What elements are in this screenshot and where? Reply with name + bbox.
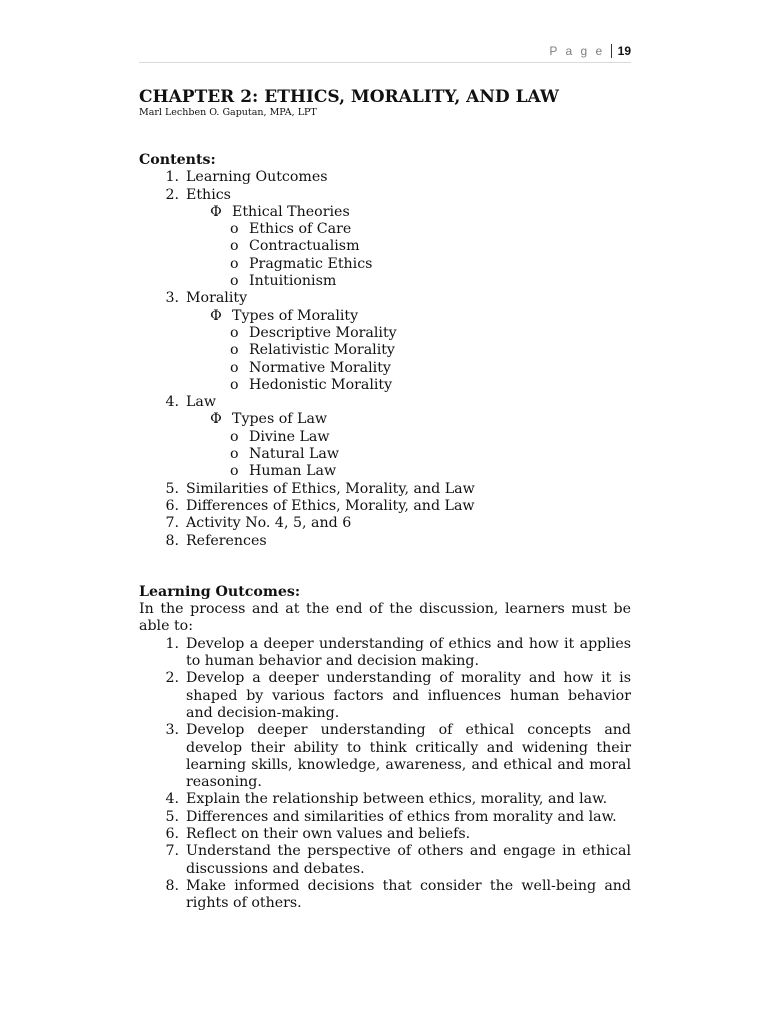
subsubitem-text: Natural Law	[249, 446, 340, 463]
outcome-text: Differences and similarities of ethics from morality and law.	[186, 808, 617, 825]
item-number: 4.	[165, 394, 179, 411]
item-text: Ethics	[186, 186, 231, 203]
item-number: 4.	[165, 791, 179, 808]
outcome-item	[139, 843, 631, 878]
learning-outcomes-list	[139, 636, 631, 913]
chapter-title: CHAPTER 2: ETHICS, MORALITY, AND LAW	[139, 87, 559, 107]
outcome-text: Develop deeper understanding of ethical concepts and develop their ability to think critically and widening their learning skills, knowledge, awareness, and ethical and moral reasoning.	[186, 722, 631, 791]
chapter-author: Marl Lechben O. Gaputan, MPA, LPT	[139, 107, 317, 118]
outcome-text: Explain the relationship between ethics, morality, and law.	[186, 791, 608, 808]
contents-subsubitem	[139, 342, 631, 359]
circle-bullet-icon: o	[230, 324, 239, 341]
contents-heading: Contents:	[139, 152, 216, 168]
item-text: Activity No. 4, 5, and 6	[186, 515, 352, 532]
contents-subsubitem	[139, 256, 631, 273]
item-number: 7.	[165, 843, 179, 860]
phi-bullet-icon: Φ	[210, 203, 222, 220]
contents-item	[139, 169, 631, 186]
outcome-item	[139, 722, 631, 791]
item-number: 3.	[165, 722, 179, 739]
item-number: 8.	[165, 532, 179, 549]
item-text: References	[186, 532, 267, 549]
subsubitem-text: Intuitionism	[249, 273, 337, 290]
page-header	[139, 42, 631, 63]
circle-bullet-icon: o	[230, 255, 239, 272]
contents-subsubitem	[139, 273, 631, 290]
circle-bullet-icon: o	[230, 273, 239, 290]
item-number: 7.	[165, 515, 179, 532]
contents-item	[139, 187, 631, 204]
item-text: Learning Outcomes	[186, 169, 328, 186]
circle-bullet-icon: o	[230, 221, 239, 238]
subsubitem-text: Contractualism	[249, 238, 360, 255]
item-number: 2.	[165, 186, 179, 203]
contents-subsubitem	[139, 429, 631, 446]
outcome-text: Make informed decisions that consider the well-being and rights of others.	[186, 877, 631, 912]
subitem-text: Types of Morality	[232, 307, 359, 324]
circle-bullet-icon: o	[230, 446, 239, 463]
page-label: P a g e	[549, 44, 605, 58]
outcome-text: Develop a deeper understanding of morality and how it is shaped by various factors and influences human behavior and decision-making.	[186, 670, 631, 721]
subsubitem-text: Relativistic Morality	[249, 342, 395, 359]
circle-bullet-icon: o	[230, 359, 239, 376]
subsubitem-text: Ethics of Care	[249, 221, 352, 238]
phi-bullet-icon: Φ	[210, 411, 222, 428]
contents-subsubitem	[139, 360, 631, 377]
item-number: 3.	[165, 290, 179, 307]
item-number: 1.	[165, 635, 179, 652]
contents-subsubitem	[139, 325, 631, 342]
item-number: 5.	[165, 480, 179, 497]
circle-bullet-icon: o	[230, 238, 239, 255]
subsubitem-text: Pragmatic Ethics	[249, 255, 373, 272]
subsubitem-text: Normative Morality	[249, 359, 391, 376]
contents-item	[139, 515, 631, 532]
outcome-item	[139, 809, 631, 826]
item-text: Morality	[186, 290, 248, 307]
item-number: 6.	[165, 497, 179, 514]
item-text: Law	[186, 394, 217, 411]
item-number: 1.	[165, 169, 179, 186]
subsubitem-text: Descriptive Morality	[249, 324, 397, 341]
item-text: Similarities of Ethics, Morality, and Law	[186, 480, 475, 497]
phi-bullet-icon: Φ	[210, 307, 222, 324]
contents-subsubitem	[139, 446, 631, 463]
contents-subitem	[139, 204, 631, 221]
outcome-text: Develop a deeper understanding of ethics and how it applies to human behavior and decision making.	[186, 635, 631, 670]
contents-subsubitem	[139, 221, 631, 238]
contents-item	[139, 498, 631, 515]
outcome-item	[139, 791, 631, 808]
circle-bullet-icon: o	[230, 376, 239, 393]
document-body	[139, 152, 631, 912]
contents-subsubitem	[139, 238, 631, 255]
outcome-text: Reflect on their own values and beliefs.	[186, 825, 471, 842]
item-number: 2.	[165, 670, 179, 687]
subsubitem-text: Human Law	[249, 463, 337, 480]
item-number: 6.	[165, 825, 179, 842]
contents-item	[139, 481, 631, 498]
contents-subitem	[139, 411, 631, 428]
outcome-item	[139, 670, 631, 722]
contents-subitem	[139, 308, 631, 325]
circle-bullet-icon: o	[230, 428, 239, 445]
circle-bullet-icon: o	[230, 463, 239, 480]
contents-item	[139, 290, 631, 307]
subitem-text: Ethical Theories	[232, 203, 350, 220]
subitem-text: Types of Law	[232, 411, 328, 428]
item-text: Differences of Ethics, Morality, and Law	[186, 497, 475, 514]
item-number: 8.	[165, 877, 179, 894]
contents-subsubitem	[139, 463, 631, 480]
subsubitem-text: Divine Law	[249, 428, 330, 445]
outcome-item	[139, 878, 631, 913]
contents-item	[139, 533, 631, 550]
outcome-item	[139, 636, 631, 671]
outcome-text: Understand the perspective of others and engage in ethical discussions and debates.	[186, 843, 631, 877]
subsubitem-text: Hedonistic Morality	[249, 376, 393, 393]
circle-bullet-icon: o	[230, 342, 239, 359]
contents-item	[139, 394, 631, 411]
page-number: 19	[611, 44, 631, 58]
learning-outcomes-intro: In the process and at the end of the discussion, learners must be able to:	[139, 601, 631, 635]
contents-subsubitem	[139, 377, 631, 394]
item-number: 5.	[165, 808, 179, 825]
outcome-item	[139, 826, 631, 843]
learning-outcomes-heading: Learning Outcomes:	[139, 583, 301, 600]
